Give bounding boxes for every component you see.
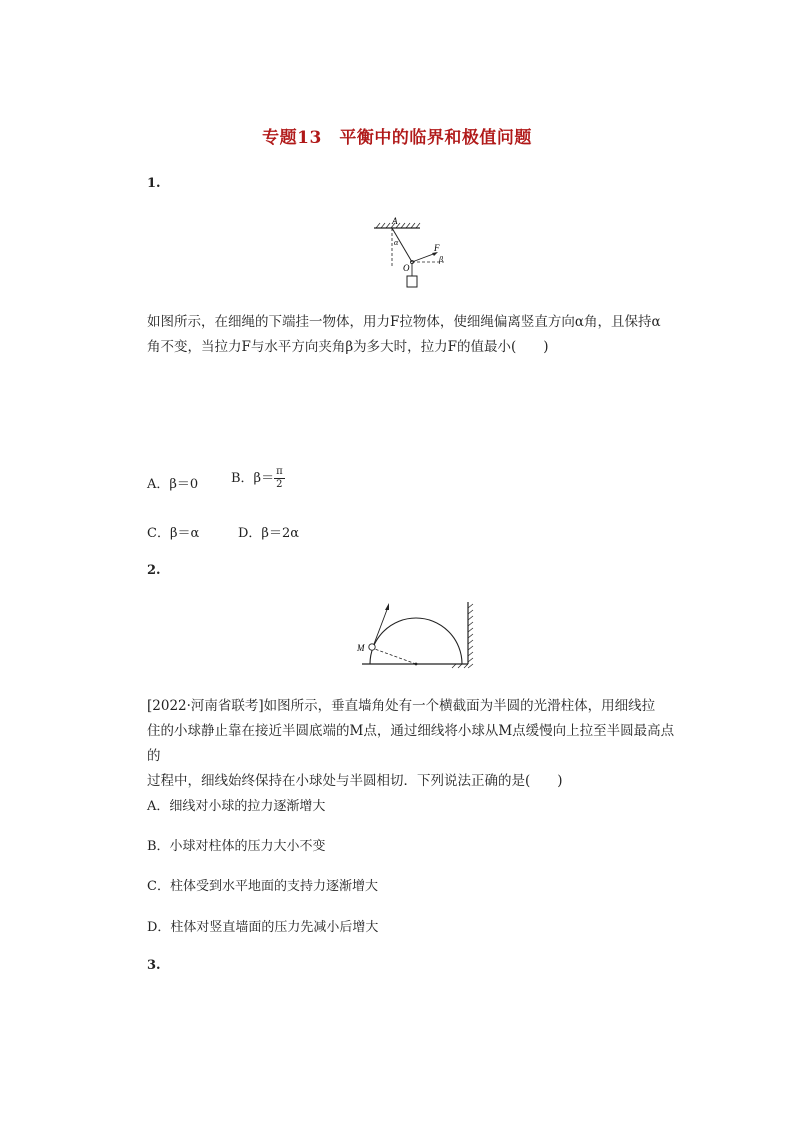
option-b-denominator: 2: [276, 479, 283, 490]
label-alpha: α: [394, 238, 399, 247]
label-F: F: [434, 243, 440, 253]
question-1-figure: [368, 214, 458, 292]
option-b-numerator: π: [276, 466, 283, 477]
question-2-number: 2.: [147, 563, 161, 578]
question-1-option-d: D．β＝2α: [238, 526, 299, 541]
question-3-number: 3.: [147, 958, 161, 973]
question-1-stem-line-2: 角不变，当拉力F与水平方向夹角β为多大时，拉力F的值最小( ): [147, 339, 549, 355]
question-2-stem-line-2: 住的小球静止靠在接近半圆底端的M点，通过细线将小球从M点缓慢向上拉至半圆最高点的: [147, 723, 675, 764]
question-1-option-b: [231, 466, 285, 491]
question-2-figure: [350, 598, 480, 674]
question-1-number: 1.: [147, 176, 161, 191]
question-2-option-b: B．小球对柱体的压力大小不变: [147, 839, 326, 854]
question-1-option-a: A．β＝0: [147, 477, 199, 492]
question-1-option-c: C．β＝α: [147, 526, 200, 541]
question-1-stem-line-1: 如图所示，在细绳的下端挂一物体，用力F拉物体，使细绳偏离竖直方向α角，且保持α: [147, 314, 661, 330]
question-2-stem: [147, 694, 677, 794]
question-2-option-d: D．柱体对竖直墙面的压力先减小后增大: [147, 920, 379, 935]
page-title: 专题13 平衡中的临界和极值问题: [262, 128, 532, 148]
option-b-prefix: B．β＝: [231, 471, 275, 486]
question-2-stem-line-3: 过程中，细线始终保持在小球处与半圆相切．下列说法正确的是( ): [147, 773, 563, 789]
label-A: A: [392, 216, 398, 226]
question-2-stem-line-1: [2022·河南省联考]如图所示，垂直墙角处有一个横截面为半圆的光滑柱体，用细线拉: [147, 698, 656, 714]
question-2-option-a: A．细线对小球的拉力逐渐增大: [147, 799, 326, 814]
label-M: M: [357, 643, 365, 653]
question-2-option-c: C．柱体受到水平地面的支持力逐渐增大: [147, 879, 378, 894]
question-1-stem: [147, 310, 677, 360]
option-b-fraction: [274, 466, 285, 491]
label-beta: β: [439, 255, 443, 264]
label-O: O: [403, 263, 410, 273]
